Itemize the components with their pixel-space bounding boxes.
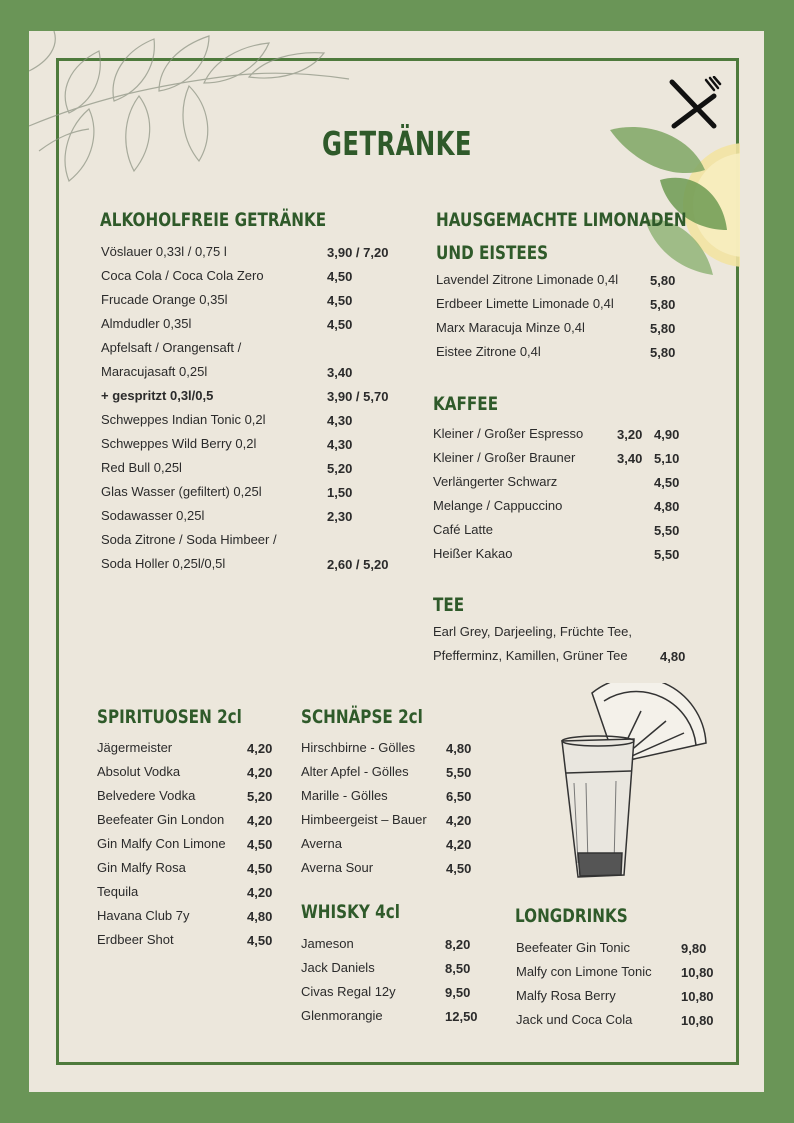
leaves-decoration-icon <box>29 31 359 191</box>
alkoholfrei-item-name: Frucade Orange 0,35l <box>101 292 228 307</box>
heading-kaffee: KAFFEE <box>433 393 499 415</box>
alkoholfrei-item-price: 3,90 / 7,20 <box>327 245 389 260</box>
kaffee-item-name: Verlängerter Schwarz <box>433 474 558 489</box>
alkoholfrei-item-price: 4,50 <box>327 269 353 284</box>
whisky-item-name: Civas Regal 12y <box>301 984 396 999</box>
longdrinks-item-price: 10,80 <box>681 989 714 1004</box>
whisky-item-name: Jack Daniels <box>301 960 375 975</box>
spirituosen-item-name: Beefeater Gin London <box>97 812 225 827</box>
longdrinks-item-name: Jack und Coca Cola <box>516 1012 633 1027</box>
schnaepse-item-name: Alter Apfel - Gölles <box>301 764 409 779</box>
alkoholfrei-item-price: 3,40 <box>327 365 353 380</box>
limonaden-item-price: 5,80 <box>650 297 676 312</box>
shot-glass-lemon-icon <box>556 683 716 883</box>
kaffee-item-price-small: 3,40 <box>617 451 643 466</box>
heading-alkoholfrei: ALKOHOLFREIE GETRÄNKE <box>100 209 327 231</box>
limonaden-item-name: Erdbeer Limette Limonade 0,4l <box>436 296 614 311</box>
spirituosen-item-name: Erdbeer Shot <box>97 932 174 947</box>
whisky-item-price: 8,20 <box>445 937 471 952</box>
heading-whisky: WHISKY 4cl <box>301 901 400 923</box>
alkoholfrei-item-price: 4,30 <box>327 413 353 428</box>
alkoholfrei-item-price: 1,50 <box>327 485 353 500</box>
longdrinks-item-price: 10,80 <box>681 1013 714 1028</box>
heading-limonaden-1: HAUSGEMACHTE LIMONADEN <box>436 209 687 231</box>
kaffee-item-price-large: 4,90 <box>654 427 680 442</box>
longdrinks-item-price: 9,80 <box>681 941 707 956</box>
alkoholfrei-item-name: Glas Wasser (gefiltert) 0,25l <box>101 484 262 499</box>
alkoholfrei-item-price: 2,30 <box>327 509 353 524</box>
heading-limonaden-2: UND EISTEES <box>436 242 549 264</box>
spirituosen-item-name: Tequila <box>97 884 139 899</box>
whisky-item-price: 8,50 <box>445 961 471 976</box>
spirituosen-item-price: 4,80 <box>247 909 273 924</box>
schnaepse-item-price: 4,80 <box>446 741 472 756</box>
kaffee-item-price-large: 4,80 <box>654 499 680 514</box>
spirituosen-item-price: 4,50 <box>247 933 273 948</box>
alkoholfrei-item-name: + gespritzt 0,3l/0,5 <box>101 388 214 403</box>
spirituosen-item-name: Absolut Vodka <box>97 764 181 779</box>
alkoholfrei-item-price: 4,50 <box>327 317 353 332</box>
tee-price: 4,80 <box>660 649 686 664</box>
spirituosen-item-price: 4,50 <box>247 861 273 876</box>
schnaepse-item-name: Averna <box>301 836 342 851</box>
schnaepse-item-price: 4,20 <box>446 837 472 852</box>
schnaepse-item-name: Marille - Gölles <box>301 788 388 803</box>
limonaden-item-price: 5,80 <box>650 321 676 336</box>
whisky-item-price: 12,50 <box>445 1009 478 1024</box>
alkoholfrei-item-price: 2,60 / 5,20 <box>327 557 389 572</box>
kaffee-item-name: Kleiner / Großer Brauner <box>433 450 576 465</box>
kaffee-item-name: Café Latte <box>433 522 493 537</box>
tee-line-2: Pfefferminz, Kamillen, Grüner Tee <box>433 648 628 663</box>
limonaden-item-price: 5,80 <box>650 345 676 360</box>
alkoholfrei-item-price: 4,50 <box>327 293 353 308</box>
kaffee-item-price-large: 5,10 <box>654 451 680 466</box>
kaffee-item-price-large: 5,50 <box>654 523 680 538</box>
limonaden-item-name: Marx Maracuja Minze 0,4l <box>436 320 585 335</box>
spirituosen-item-price: 4,20 <box>247 885 273 900</box>
limonaden-item-name: Eistee Zitrone 0,4l <box>436 344 541 359</box>
schnaepse-item-price: 6,50 <box>446 789 472 804</box>
spirituosen-item-name: Gin Malfy Rosa <box>97 860 186 875</box>
longdrinks-item-name: Beefeater Gin Tonic <box>516 940 630 955</box>
spirituosen-item-price: 4,20 <box>247 741 273 756</box>
alkoholfrei-item-name: Maracujasaft 0,25l <box>101 364 208 379</box>
schnaepse-item-name: Himbeergeist – Bauer <box>301 812 427 827</box>
tee-line-1: Earl Grey, Darjeeling, Früchte Tee, <box>433 624 632 639</box>
spirituosen-item-price: 4,20 <box>247 765 273 780</box>
whisky-item-price: 9,50 <box>445 985 471 1000</box>
alkoholfrei-item-name: Almdudler 0,35l <box>101 316 192 331</box>
longdrinks-item-price: 10,80 <box>681 965 714 980</box>
kaffee-item-name: Heißer Kakao <box>433 546 513 561</box>
limonaden-item-name: Lavendel Zitrone Limonade 0,4l <box>436 272 619 287</box>
kaffee-item-name: Melange / Cappuccino <box>433 498 563 513</box>
alkoholfrei-item-name: Schweppes Wild Berry 0,2l <box>101 436 257 451</box>
spirituosen-item-name: Belvedere Vodka <box>97 788 196 803</box>
kaffee-item-price-small: 3,20 <box>617 427 643 442</box>
limonaden-item-price: 5,80 <box>650 273 676 288</box>
whisky-item-name: Jameson <box>301 936 354 951</box>
alkoholfrei-item-name: Coca Cola / Coca Cola Zero <box>101 268 264 283</box>
schnaepse-item-price: 4,50 <box>446 861 472 876</box>
kaffee-item-price-large: 5,50 <box>654 547 680 562</box>
heading-schnaepse: SCHNÄPSE 2cl <box>301 706 423 728</box>
alkoholfrei-item-price: 4,30 <box>327 437 353 452</box>
spirituosen-item-price: 5,20 <box>247 789 273 804</box>
alkoholfrei-item-name: Sodawasser 0,25l <box>101 508 205 523</box>
longdrinks-item-name: Malfy Rosa Berry <box>516 988 616 1003</box>
alkoholfrei-item-name: Soda Zitrone / Soda Himbeer / <box>101 532 277 547</box>
schnaepse-item-price: 5,50 <box>446 765 472 780</box>
whisky-item-name: Glenmorangie <box>301 1008 383 1023</box>
kaffee-item-price-large: 4,50 <box>654 475 680 490</box>
heading-spirituosen: SPIRITUOSEN 2cl <box>97 706 242 728</box>
kaffee-item-name: Kleiner / Großer Espresso <box>433 426 584 441</box>
spirituosen-item-name: Havana Club 7y <box>97 908 190 923</box>
spirituosen-item-price: 4,20 <box>247 813 273 828</box>
schnaepse-item-name: Averna Sour <box>301 860 374 875</box>
alkoholfrei-item-name: Soda Holler 0,25l/0,5l <box>101 556 226 571</box>
alkoholfrei-item-price: 3,90 / 5,70 <box>327 389 389 404</box>
spirituosen-item-price: 4,50 <box>247 837 273 852</box>
alkoholfrei-item-name: Schweppes Indian Tonic 0,2l <box>101 412 266 427</box>
schnaepse-item-name: Hirschbirne - Gölles <box>301 740 416 755</box>
spirituosen-item-name: Jägermeister <box>97 740 173 755</box>
longdrinks-item-name: Malfy con Limone Tonic <box>516 964 652 979</box>
alkoholfrei-item-name: Apfelsaft / Orangensaft / <box>101 340 242 355</box>
schnaepse-item-price: 4,20 <box>446 813 472 828</box>
spirituosen-item-name: Gin Malfy Con Limone <box>97 836 226 851</box>
alkoholfrei-item-price: 5,20 <box>327 461 353 476</box>
page-title: GETRÄNKE <box>322 124 472 163</box>
alkoholfrei-item-name: Vöslauer 0,33l / 0,75 l <box>101 244 227 259</box>
heading-tee: TEE <box>433 594 465 616</box>
heading-longdrinks: LONGDRINKS <box>515 905 628 927</box>
alkoholfrei-item-name: Red Bull 0,25l <box>101 460 182 475</box>
